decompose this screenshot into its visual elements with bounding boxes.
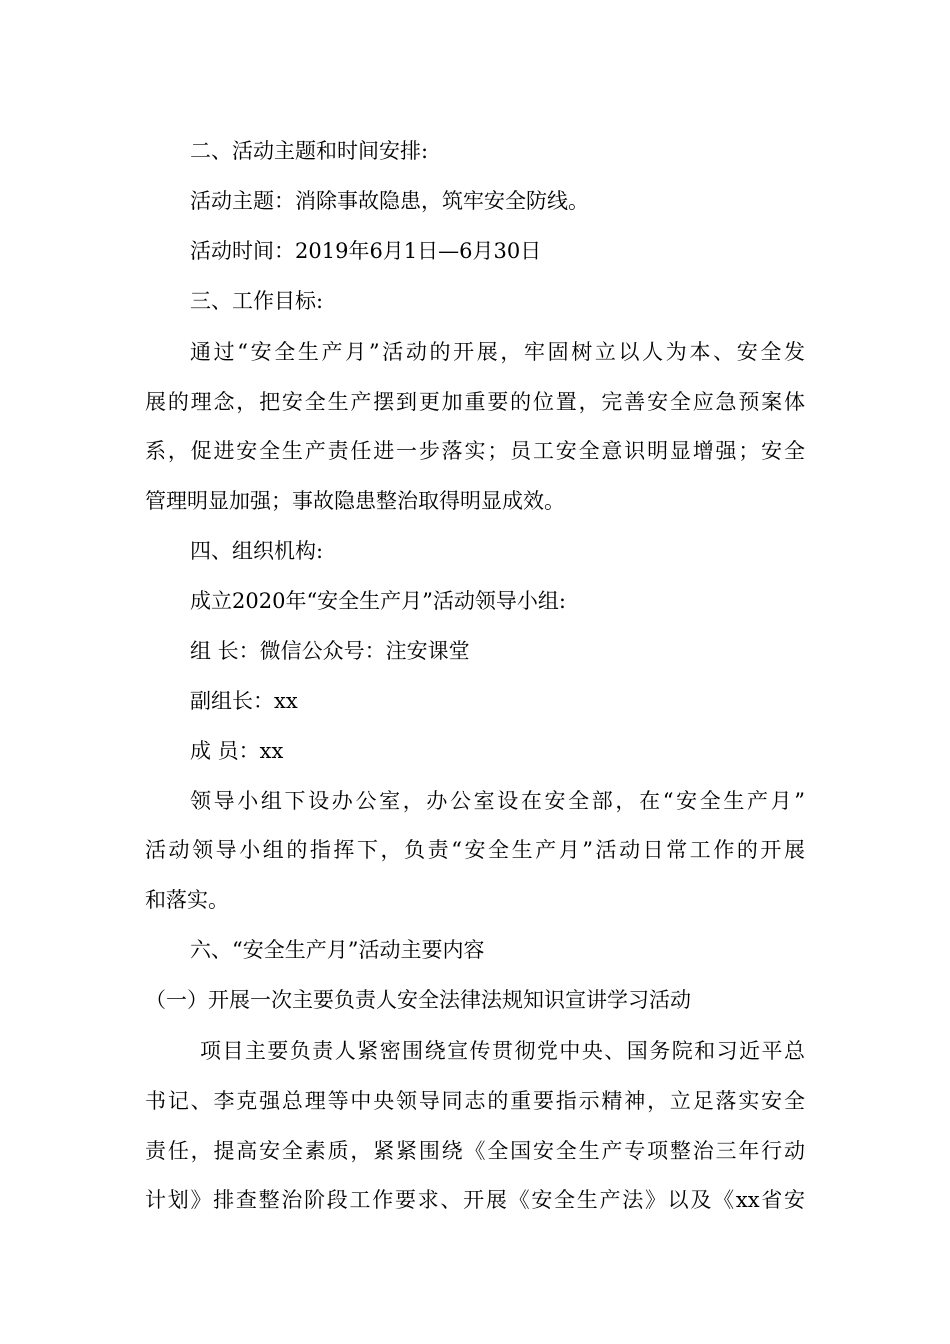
section-heading-organization: 四、组织机构: xyxy=(190,539,324,563)
office-paragraph-line: 活动领导小组的指挥下，负责“安全生产月”活动日常工作的开展 xyxy=(145,838,805,862)
goals-paragraph-line: 管理明显加强；事故隐患整治取得明显成效。 xyxy=(145,489,565,513)
goals-paragraph-line: 展的理念，把安全生产摆到更加重要的位置，完善安全应急预案体 xyxy=(145,390,805,414)
content-paragraph-line: 书记、李克强总理等中央领导同志的重要指示精神，立足落实安全 xyxy=(145,1089,805,1113)
activity-theme: 活动主题：消除事故隐患，筑牢安全防线。 xyxy=(190,189,589,213)
section-heading-goals: 三、工作目标: xyxy=(190,289,324,313)
goals-paragraph-line: 通过“安全生产月”活动的开展，牢固树立以人为本、安全发 xyxy=(190,340,805,364)
section-heading-theme-schedule: 二、活动主题和时间安排: xyxy=(190,139,429,163)
office-paragraph-line: 和落实。 xyxy=(145,888,229,912)
goals-paragraph-line: 系，促进安全生产责任进一步落实；员工安全意识明显增强；安全 xyxy=(145,439,805,463)
content-paragraph-line: 计划》排查整治阶段工作要求、开展《安全生产法》以及《xx省安 xyxy=(145,1188,805,1212)
group-leader: 组 长：微信公众号：注安课堂 xyxy=(190,639,470,663)
section-heading-main-content: 六、“安全生产月”活动主要内容 xyxy=(190,938,485,962)
office-paragraph-line: 领导小组下设办公室，办公室设在安全部，在“安全生产月” xyxy=(190,789,805,813)
deputy-group-leader: 副组长：xx xyxy=(190,689,298,713)
subsection-heading-1: （一）开展一次主要负责人安全法律法规知识宣讲学习活动 xyxy=(145,988,691,1012)
group-members: 成 员：xx xyxy=(190,739,284,763)
leadership-group-intro: 成立2020年“安全生产月”活动领导小组: xyxy=(190,589,566,613)
content-paragraph-line: 项目主要负责人紧密围绕宣传贯彻党中央、国务院和习近平总 xyxy=(200,1039,805,1063)
activity-time: 活动时间：2019年6月1日—6月30日 xyxy=(190,239,542,263)
content-paragraph-line: 责任，提高安全素质，紧紧围绕《全国安全生产专项整治三年行动 xyxy=(145,1139,805,1163)
